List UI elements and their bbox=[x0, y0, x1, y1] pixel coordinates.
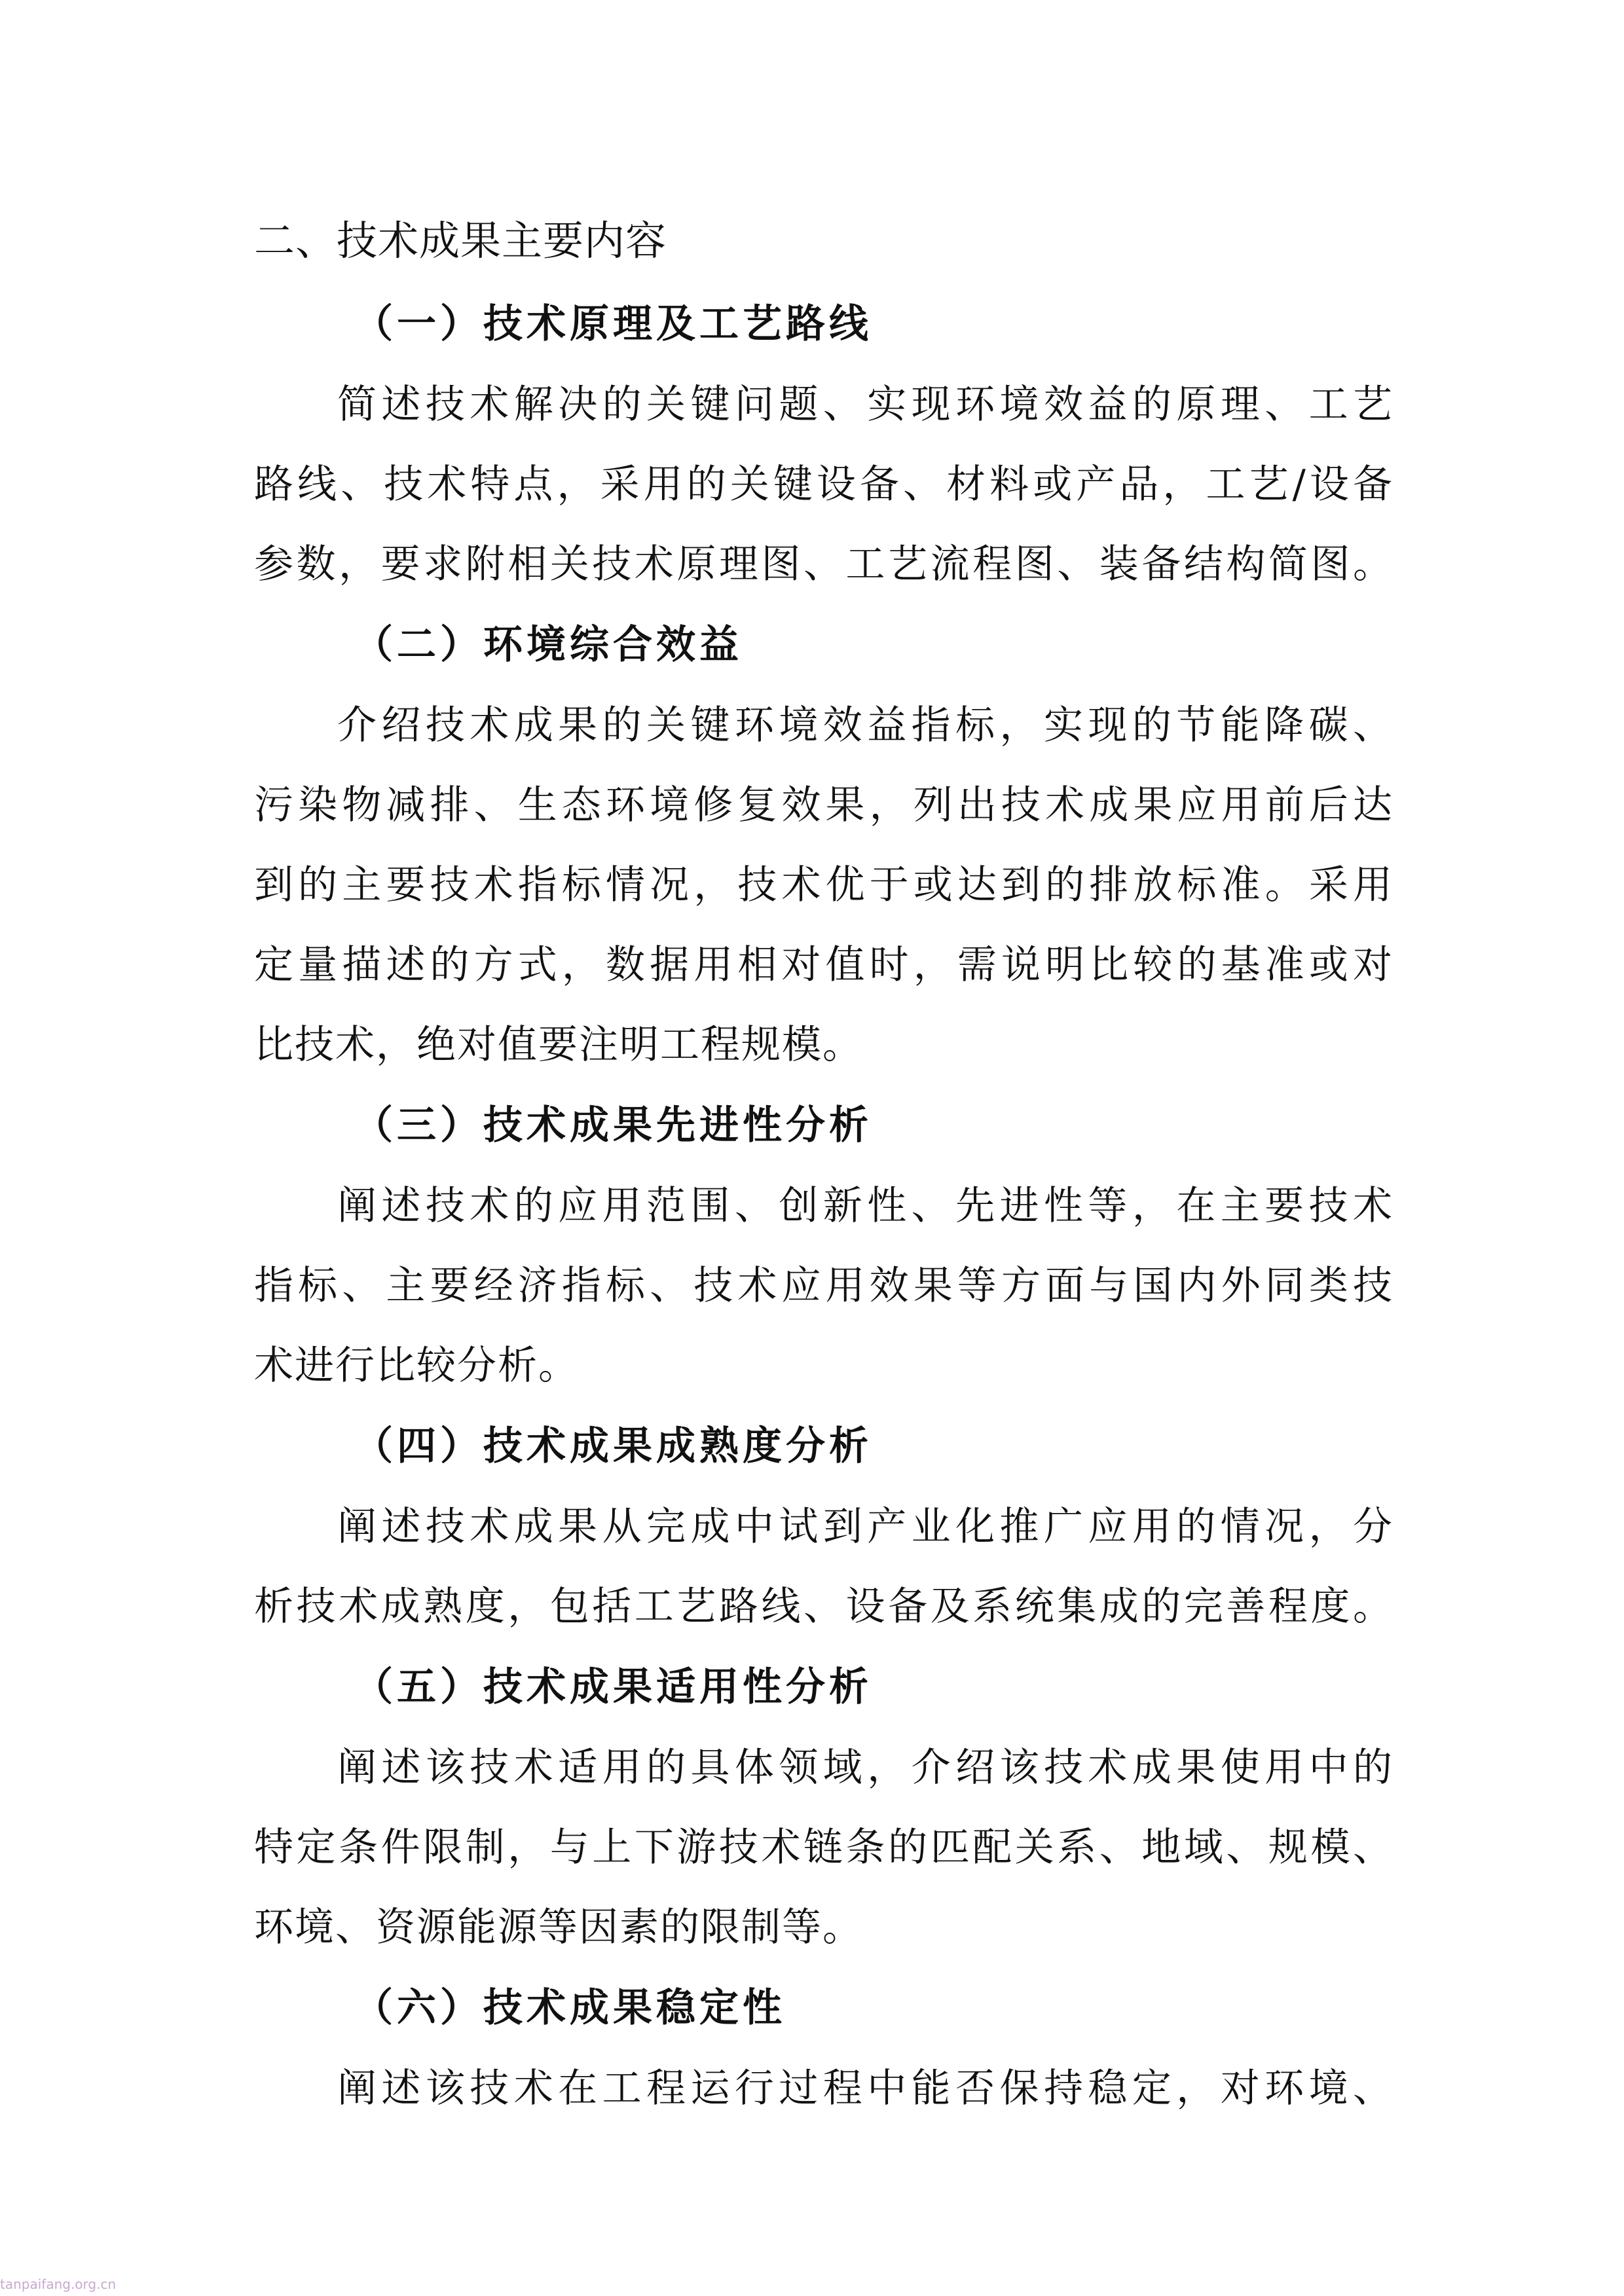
paragraph-line: 比技术，绝对值要注明工程规模。 bbox=[254, 1022, 863, 1068]
paragraph-line: 阐述该技术在工程运行过程中能否保持稳定，对环境、 bbox=[337, 2066, 1393, 2111]
subsection-heading-5: （五）技术成果适用性分析 bbox=[354, 1664, 872, 1710]
subsection-heading-4: （四）技术成果成熟度分析 bbox=[354, 1423, 872, 1469]
paragraph-line: 参数，要求附相关技术原理图、工艺流程图、装备结构简图。 bbox=[254, 541, 1393, 587]
paragraph-line: 介绍技术成果的关键环境效益指标，实现的节能降碳、 bbox=[337, 702, 1393, 748]
paragraph-line: 阐述该技术适用的具体领域，介绍该技术成果使用中的 bbox=[337, 1745, 1393, 1791]
paragraph-line: 定量描述的方式，数据用相对值时，需说明比较的基准或对 bbox=[254, 942, 1393, 988]
paragraph-line: 特定条件限制，与上下游技术链条的匹配关系、地域、规模、 bbox=[254, 1825, 1393, 1870]
paragraph-line: 术进行比较分析。 bbox=[254, 1343, 579, 1389]
subsection-heading-2: （二）环境综合效益 bbox=[354, 622, 743, 668]
paragraph-line: 阐述技术的应用范围、创新性、先进性等，在主要技术 bbox=[337, 1183, 1393, 1229]
watermark-text: tanpaifang.org.cn bbox=[0, 2276, 117, 2292]
subsection-heading-3: （三）技术成果先进性分析 bbox=[354, 1102, 872, 1148]
paragraph-line: 阐述技术成果从完成中试到产业化推广应用的情况，分 bbox=[337, 1504, 1393, 1550]
paragraph-line: 环境、资源能源等因素的限制等。 bbox=[254, 1904, 863, 1950]
paragraph-line: 到的主要技术指标情况，技术优于或达到的排放标准。采用 bbox=[254, 862, 1393, 908]
paragraph-line: 指标、主要经济指标、技术应用效果等方面与国内外同类技 bbox=[254, 1263, 1393, 1309]
section-title: 二、技术成果主要内容 bbox=[254, 217, 667, 264]
paragraph-line: 路线、技术特点，采用的关键设备、材料或产品，工艺/设备 bbox=[254, 462, 1393, 507]
paragraph-line: 简述技术解决的关键问题、实现环境效益的原理、工艺 bbox=[337, 382, 1393, 428]
subsection-heading-6: （六）技术成果稳定性 bbox=[354, 1985, 786, 2031]
subsection-heading-1: （一）技术原理及工艺路线 bbox=[354, 301, 872, 347]
paragraph-line: 析技术成熟度，包括工艺路线、设备及系统集成的完善程度。 bbox=[254, 1584, 1393, 1630]
paragraph-line: 污染物减排、生态环境修复效果，列出技术成果应用前后达 bbox=[254, 782, 1393, 828]
